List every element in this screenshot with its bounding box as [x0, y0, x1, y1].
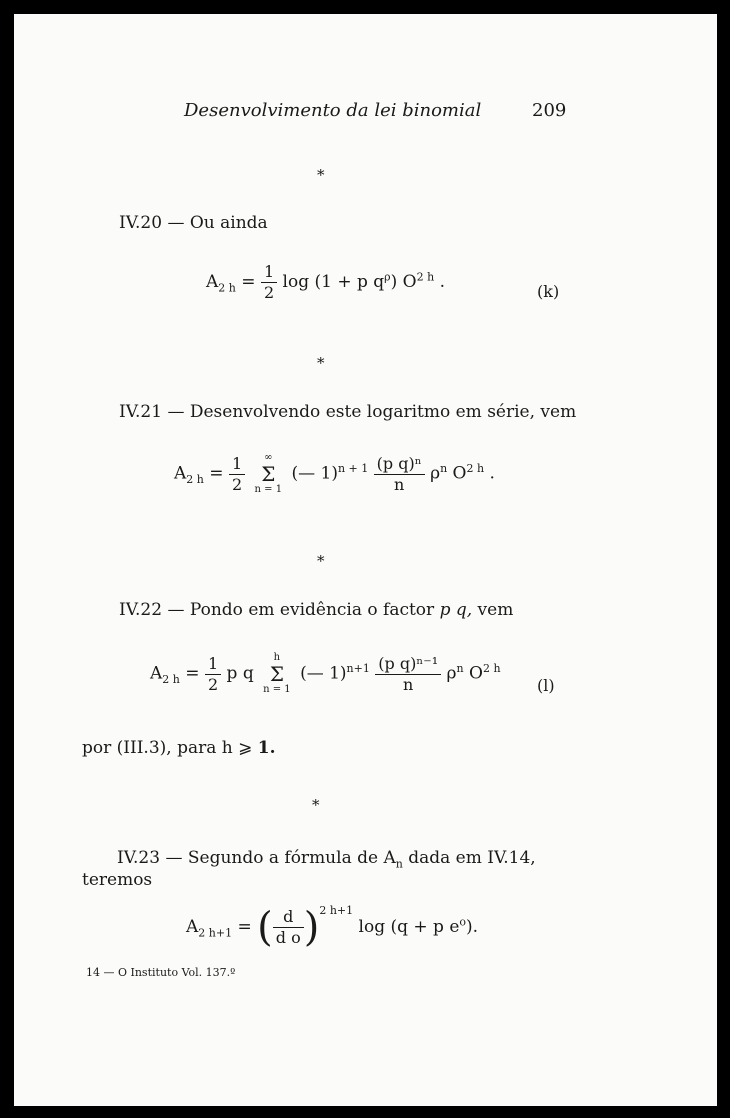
period: .	[484, 463, 495, 484]
section-label-iv20: IV.20 — Ou ainda	[119, 213, 268, 233]
rho-symbol: ρ	[430, 463, 441, 484]
equals-sign: =	[237, 917, 252, 937]
running-header: Desenvolvimento da lei binomial	[184, 100, 482, 121]
rho-exponent: ρ	[384, 270, 391, 284]
fraction-pq-over-n: $\frac{\text{(p q)ⁿ}}{n}$	[374, 454, 425, 495]
pq-factor: p q	[226, 663, 254, 684]
equation-odd-term	[186, 904, 478, 951]
condition-line	[82, 738, 276, 758]
label-text: IV.22 — Pondo em evidência o factor	[119, 600, 440, 620]
rho-exponent: n	[456, 661, 464, 675]
sign-exponent: n+1	[346, 661, 370, 675]
equation-l	[150, 652, 501, 696]
equals-sign: =	[185, 663, 200, 684]
equals-sign: =	[241, 272, 256, 292]
sign-exponent: n + 1	[337, 461, 369, 475]
left-paren: (	[257, 904, 273, 951]
summation: ∞ Σ n = 1	[254, 452, 283, 495]
fraction-one-half: $\frac{1}{2}$	[205, 654, 221, 695]
label-end: vem	[472, 600, 514, 620]
sign-term: (— 1)	[291, 463, 338, 484]
lhs-subscript: 2 h+1	[198, 926, 233, 940]
section-separator: *	[312, 796, 320, 814]
label-end: dada em IV.14,	[402, 848, 536, 868]
section-separator: *	[317, 552, 325, 570]
rho-exponent: n	[440, 461, 448, 475]
condition-bold: 1.	[257, 738, 276, 758]
o-symbol: O	[447, 463, 467, 484]
log-expression: log (q + p e	[358, 917, 460, 937]
equation-tag-l: (l)	[537, 676, 555, 695]
rho-symbol: ρ	[446, 663, 457, 684]
equation-series	[174, 452, 495, 496]
label-text: IV.23 — Segundo a fórmula de A	[117, 848, 396, 868]
lhs-symbol: A	[206, 272, 219, 292]
section-label-iv21: IV.21 — Desenvolvendo este logaritmo em série, vem	[119, 402, 577, 422]
right-paren: )	[303, 904, 320, 951]
lhs-symbol: A	[174, 463, 187, 484]
lhs-subscript: 2 h	[162, 672, 180, 686]
o-symbol: ) O	[390, 272, 417, 292]
sign-term: (— 1)	[300, 663, 347, 684]
document-page	[14, 14, 717, 1106]
fraction-d-over-do: $\frac{d}{\text{d o}}$	[273, 907, 304, 948]
lhs-symbol: A	[186, 917, 199, 937]
label-italic: p q,	[439, 600, 473, 620]
equals-sign: =	[209, 463, 224, 484]
condition-text: por (III.3), para h ⩾	[82, 738, 258, 758]
equation-k	[206, 262, 445, 303]
fraction-one-half: $\frac{1}{2}$	[229, 454, 245, 495]
log-expression: log (1 + p q	[282, 272, 385, 292]
footer-note: 14 — O Instituto Vol. 137.º	[86, 966, 236, 979]
section-label-iv22	[119, 600, 513, 620]
page-number: 209	[532, 100, 567, 121]
summation: h Σ n = 1	[263, 652, 291, 695]
label-subscript: n	[395, 857, 403, 871]
lhs-symbol: A	[150, 663, 163, 684]
paren-exponent: 2 h+1	[319, 904, 354, 917]
closing: ).	[466, 917, 479, 937]
period: .	[434, 272, 446, 292]
lhs-subscript: 2 h	[218, 281, 236, 295]
e-exponent: o	[459, 915, 467, 929]
fraction-pq-over-n: $\frac{\text{(p q)ⁿ⁻¹}}{n}$	[375, 654, 441, 695]
section-separator: *	[317, 166, 325, 184]
lhs-subscript: 2 h	[186, 472, 204, 486]
o-exponent: 2 h	[416, 270, 435, 284]
o-exponent: 2 h	[466, 461, 485, 475]
o-symbol: O	[463, 663, 483, 684]
section-label-iv23-line2: teremos	[82, 870, 153, 890]
section-label-iv23	[117, 848, 536, 870]
fraction-one-half: $\frac{1}{2}$	[261, 262, 277, 303]
equation-tag-k: (k)	[537, 282, 560, 301]
section-separator: *	[317, 354, 325, 372]
o-exponent: 2 h	[482, 661, 501, 675]
